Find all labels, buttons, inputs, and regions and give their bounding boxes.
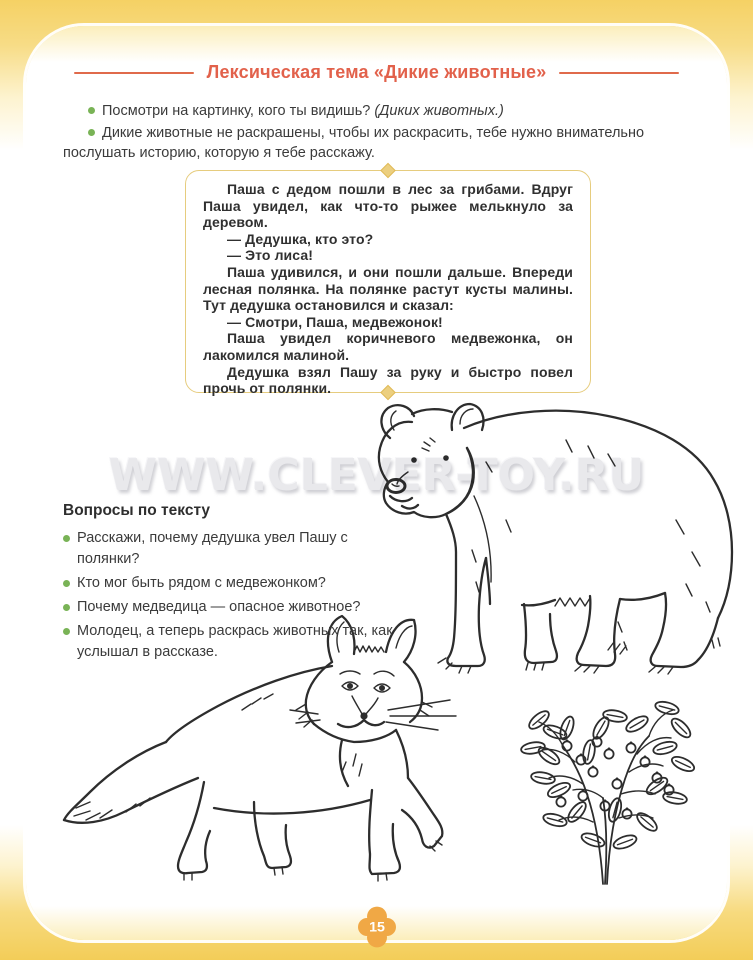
bullet-icon xyxy=(63,580,70,587)
question-text: Почему медведица — опасное животное? xyxy=(77,599,361,615)
story-box xyxy=(185,170,591,397)
title-rule-left xyxy=(74,72,194,74)
story-paragraph: — Смотри, Паша, медвежонок! xyxy=(227,313,443,330)
story-paragraph: — Дедушка, кто это? xyxy=(227,230,374,247)
page-number: 15 xyxy=(368,919,385,936)
question-item xyxy=(63,597,401,618)
question-text: Молодец, а теперь раскрась животных так, как услышал в рассказе. xyxy=(77,623,393,660)
story-paragraph: Паша удивился, и они пошли дальше. Впереди лесная полянка. На полянке растут кусты малины. Тут дедушка остановился и сказал: xyxy=(203,263,573,314)
instruction-item xyxy=(63,123,715,163)
instruction-item xyxy=(63,101,715,121)
page-number-badge xyxy=(358,905,396,954)
story-paragraph: — Это лиса! xyxy=(227,247,313,264)
question-item xyxy=(63,528,401,570)
title-rule-right xyxy=(559,72,679,74)
bullet-icon xyxy=(88,129,95,136)
questions-section xyxy=(63,502,401,666)
question-item xyxy=(63,621,401,663)
bullet-icon xyxy=(63,628,70,635)
intro-instructions xyxy=(63,101,715,165)
question-item xyxy=(63,573,401,594)
story-paragraph: Дедушка взял Пашу за руку и быстро повел прочь от полянки. xyxy=(203,363,573,397)
question-text: Расскажи, почему дедушка увел Пашу с полянки? xyxy=(77,530,348,567)
questions-heading: Вопросы по тексту xyxy=(63,502,211,519)
story-paragraph: Паша с дедом пошли в лес за грибами. Вдруг Паша увидел, как что-то рыжее мелькнуло за деревом. xyxy=(203,181,573,231)
bullet-icon xyxy=(88,107,95,114)
berry-branch-line-drawing xyxy=(497,694,719,886)
instruction-text: Дикие животные не раскрашены, чтобы их раскрасить, тебе нужно внимательно послушать историю, которую я тебе расскажу. xyxy=(63,125,645,161)
bullet-icon xyxy=(63,604,70,611)
instruction-text: Посмотри на картинку, кого ты видишь? xyxy=(102,103,375,119)
watermark: WWW.CLEVER-TOY.RU xyxy=(108,450,645,501)
story-paragraph: Паша увидел коричневого медвежонка, он лакомился малиной. xyxy=(203,330,573,363)
instruction-answer: (Диких животных.) xyxy=(374,103,504,119)
page-title: Лексическая тема «Дикие животные» xyxy=(206,62,547,82)
lesson-title-row xyxy=(74,62,679,83)
quatrefoil-shape xyxy=(358,905,396,949)
question-text: Кто мог быть рядом с медвежонком? xyxy=(77,575,326,591)
bullet-icon xyxy=(63,535,70,542)
